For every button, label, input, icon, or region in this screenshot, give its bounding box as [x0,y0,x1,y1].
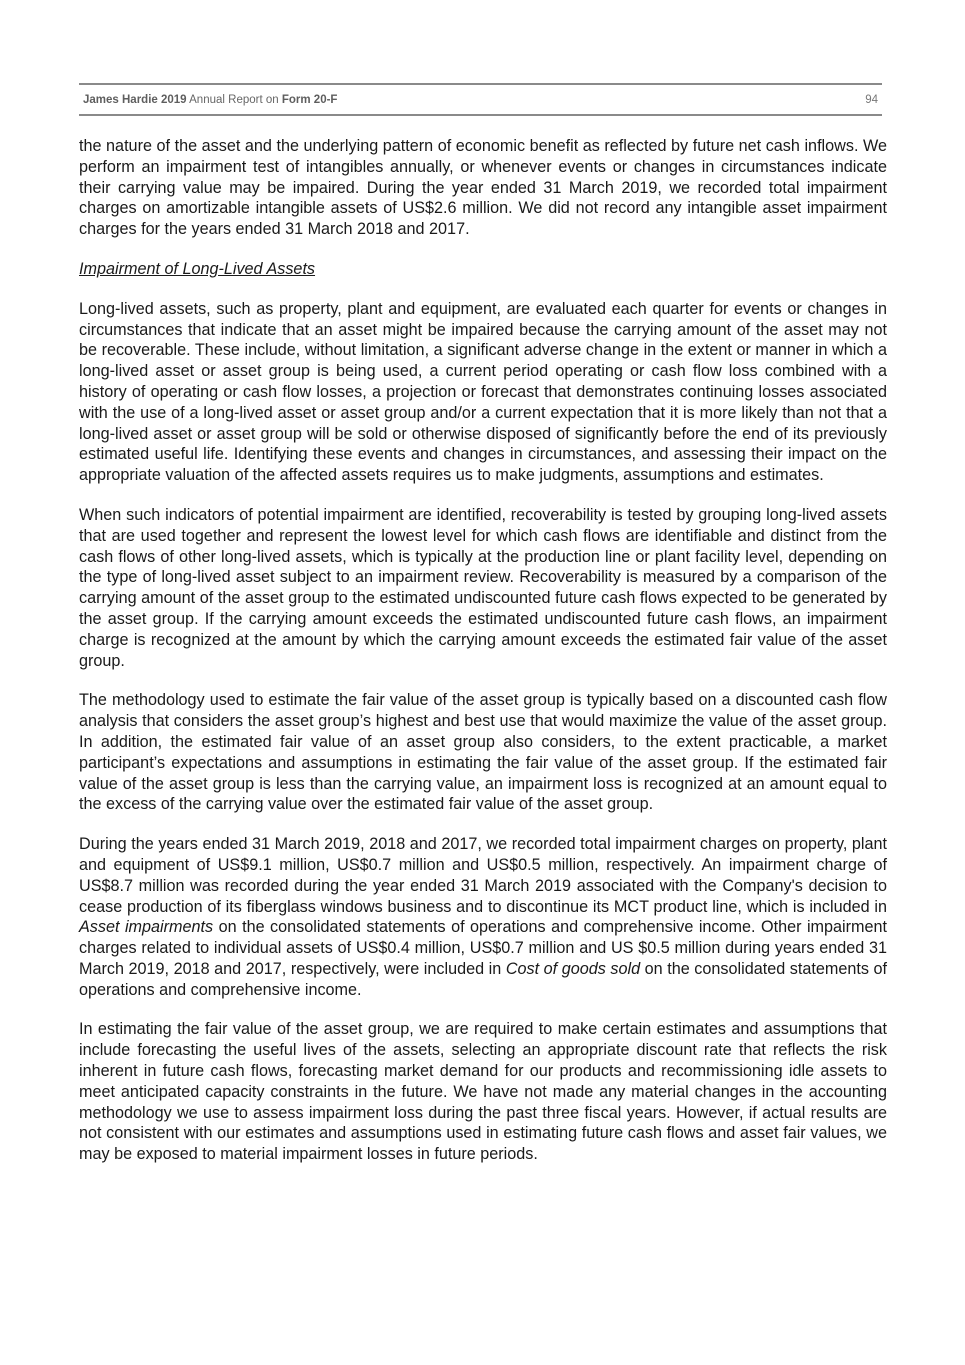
document-body [79,136,887,1184]
paragraph-long-lived-assets: Long-lived assets, such as property, plant and equipment, are evaluated each quarter for events or changes in circumstances that indicate that an asset might be impaired because the carrying amount of the asset may not be recoverable. These include, without limitation, a significant adverse change in the extent or manner in which a long-lived asset or asset group is being used, a current period operating or cash flow loss combined with a history of operating or cash flow losses, a projection or forecast that demonstrates continuing losses associated with the use of a long-lived asset or asset group and/or a current expectation that it is more likely than not that a long-lived asset or asset group will be sold or otherwise disposed of significantly before the end of its previously estimated useful life. Identifying these events and changes in circumstances, and assessing their impact on the appropriate valuation of the affected assets requires us to make judgments, assumptions and estimates. [79,299,887,485]
paragraph-methodology: The methodology used to estimate the fair value of the asset group is typically based on a discounted cash flow analysis that considers the asset group’s highest and best use that would maximize the value of the asset group. In addition, the estimated fair value of an asset group also considers, to the extent practicable, a market participant’s expectations and assumptions in estimating the fair value of the asset group. If the estimated fair value of the asset group is less than the carrying value, an impairment loss is recognized at an amount equal to the excess of the carrying value over the estimated fair value of the asset group. [79,691,887,814]
text-segment: on the consolidated statements of operations and comprehensive income. [79,959,888,999]
italic-term: Cost of goods sold [505,959,641,978]
section-heading: Impairment of Long-Lived Assets [79,259,316,278]
paragraph-impairment-charges [79,834,887,1000]
paragraph-estimates: In estimating the fair value of the asset group, we are required to make certain estimates and assumptions that include forecasting the useful lives of the assets, selecting an appropriate discount rate that reflects the risk inherent in future cash flows, forecasting market demand for our products and recommissioning idle assets to meet anticipated capacity constraints in the future. We have not made any material changes in the accounting methodology we use to assess impairment loss during the past three fiscal years. However, if actual results are not consistent with our estimates and assumptions used in estimating future cash flows and asset fair values, we may be exposed to material impairment losses in future periods. [79,1020,887,1164]
header-report: Annual Report on [189,93,279,106]
header-company: James Hardie 2019 [83,93,187,106]
paragraph-recoverability: When such indicators of potential impairment are identified, recoverability is tested by grouping long-lived assets that are used together and represent the lowest level for which cash flows are identifiable and distinct from the cash flows of other long-lived assets, which is typically at the production line or plant facility level, depending on the type of long-lived asset subject to an impairment review. Recoverability is measured by a comparison of the carrying amount of the asset group to the estimated undiscounted future cash flows expected to be generated by the asset group. If the carrying amount exceeds the estimated undiscounted future cash flows, an impairment charge is recognized at the amount by which the carrying amount exceeds the estimated fair value of the asset group. [79,505,887,670]
header-title [79,94,337,106]
text-segment: on the consolidated statements of operations and comprehensive income. Other impairment charges related to individual assets of US$0.4 million, US$0.7 million and US $0.5 million during years ended 31 March 2019, 2018 and 2017, respectively, were included in [79,918,888,978]
page-header [79,83,882,116]
header-form: Form 20-F [281,93,338,106]
italic-term: Asset impairments [79,918,214,937]
paragraph-intangibles: the nature of the asset and the underlying pattern of economic benefit as reflected by future net cash inflows. We perform an impairment test of intangibles annually, or whenever events or changes in circumstances indicate their carrying value may be impaired. During the year ended 31 March 2019, we recorded total impairment charges on amortizable intangible assets of US$2.6 million. We did not record any intangible asset impairment charges for the years ended 31 March 2018 and 2017. [79,137,887,239]
page-number: 94 [865,93,878,106]
text-segment: During the years ended 31 March 2019, 2018 and 2017, we recorded total impairment charges on property, plant and equipment of US$9.1 million, US$0.7 million and US$0.5 million, respectively. An impairment charge of US$8.7 million was recorded during the year ended 31 March 2019 associated with the Company's decision to cease production of its fiberglass windows business and to discontinue its MCT product line, which is included in [79,835,887,916]
